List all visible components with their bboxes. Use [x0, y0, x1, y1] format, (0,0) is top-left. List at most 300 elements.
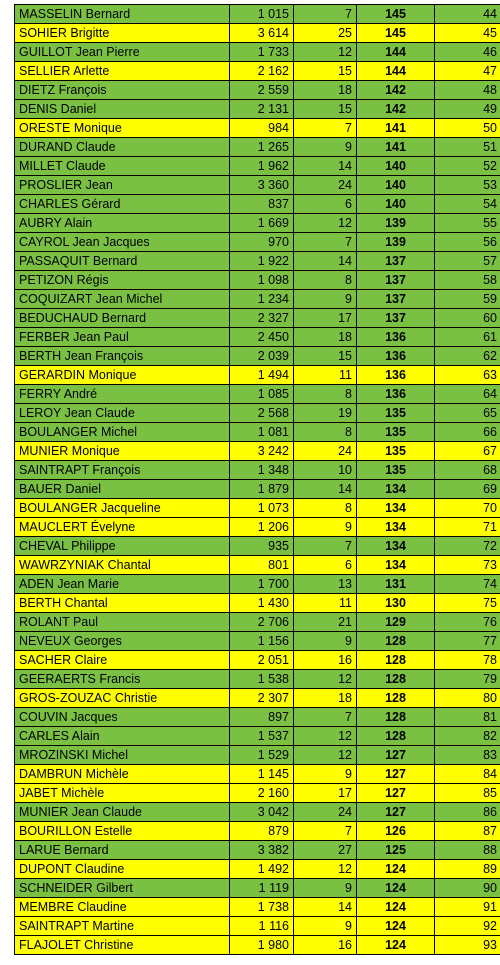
- rank-number: 75: [435, 594, 500, 613]
- total-points: 1 085: [230, 385, 294, 404]
- games-count: 7: [294, 233, 357, 252]
- rank-number: 81: [435, 708, 500, 727]
- table-row: [15, 119, 500, 138]
- total-points: 1 879: [230, 480, 294, 499]
- total-points: 1 116: [230, 917, 294, 936]
- player-name: MAUCLERT Évelyne: [15, 518, 230, 537]
- rank-number: 66: [435, 423, 500, 442]
- rank-number: 72: [435, 537, 500, 556]
- games-count: 16: [294, 936, 357, 955]
- average-score: 127: [357, 784, 435, 803]
- rank-number: 92: [435, 917, 500, 936]
- games-count: 18: [294, 689, 357, 708]
- average-score: 126: [357, 822, 435, 841]
- table-row: [15, 157, 500, 176]
- rank-number: 60: [435, 309, 500, 328]
- total-points: 2 327: [230, 309, 294, 328]
- total-points: 1 119: [230, 879, 294, 898]
- average-score: 137: [357, 271, 435, 290]
- table-row: [15, 518, 500, 537]
- rank-number: 77: [435, 632, 500, 651]
- average-score: 142: [357, 100, 435, 119]
- average-score: 139: [357, 214, 435, 233]
- rank-number: 57: [435, 252, 500, 271]
- average-score: 128: [357, 632, 435, 651]
- table-row: [15, 594, 500, 613]
- player-name: ADEN Jean Marie: [15, 575, 230, 594]
- rank-number: 89: [435, 860, 500, 879]
- total-points: 1 537: [230, 727, 294, 746]
- games-count: 9: [294, 917, 357, 936]
- average-score: 124: [357, 879, 435, 898]
- games-count: 12: [294, 214, 357, 233]
- games-count: 8: [294, 423, 357, 442]
- games-count: 24: [294, 803, 357, 822]
- rank-number: 45: [435, 24, 500, 43]
- total-points: 2 162: [230, 62, 294, 81]
- games-count: 7: [294, 822, 357, 841]
- average-score: 127: [357, 746, 435, 765]
- games-count: 9: [294, 879, 357, 898]
- table-row: [15, 100, 500, 119]
- table-row: [15, 138, 500, 157]
- average-score: 140: [357, 157, 435, 176]
- average-score: 134: [357, 518, 435, 537]
- player-name: DAMBRUN Michèle: [15, 765, 230, 784]
- total-points: 1 156: [230, 632, 294, 651]
- average-score: 134: [357, 537, 435, 556]
- rank-number: 82: [435, 727, 500, 746]
- games-count: 27: [294, 841, 357, 860]
- table-row: [15, 214, 500, 233]
- average-score: 124: [357, 898, 435, 917]
- player-name: PETIZON Régis: [15, 271, 230, 290]
- rank-number: 64: [435, 385, 500, 404]
- player-name: MUNIER Monique: [15, 442, 230, 461]
- table-row: [15, 499, 500, 518]
- player-name: DURAND Claude: [15, 138, 230, 157]
- total-points: 801: [230, 556, 294, 575]
- player-name: BERTH Jean François: [15, 347, 230, 366]
- total-points: 2 450: [230, 328, 294, 347]
- table-row: [15, 651, 500, 670]
- average-score: 134: [357, 499, 435, 518]
- total-points: 3 614: [230, 24, 294, 43]
- games-count: 12: [294, 43, 357, 62]
- table-row: [15, 689, 500, 708]
- rank-number: 59: [435, 290, 500, 309]
- player-name: CAYROL Jean Jacques: [15, 233, 230, 252]
- total-points: 1 348: [230, 461, 294, 480]
- total-points: 2 568: [230, 404, 294, 423]
- table-row: [15, 309, 500, 328]
- average-score: 145: [357, 24, 435, 43]
- games-count: 9: [294, 765, 357, 784]
- total-points: 837: [230, 195, 294, 214]
- rank-number: 88: [435, 841, 500, 860]
- rank-number: 84: [435, 765, 500, 784]
- player-name: FERRY André: [15, 385, 230, 404]
- rank-number: 80: [435, 689, 500, 708]
- player-name: MUNIER Jean Claude: [15, 803, 230, 822]
- total-points: 1 098: [230, 271, 294, 290]
- games-count: 17: [294, 784, 357, 803]
- average-score: 145: [357, 5, 435, 24]
- table-row: [15, 803, 500, 822]
- table-row: [15, 195, 500, 214]
- table-row: [15, 860, 500, 879]
- player-name: SAINTRAPT François: [15, 461, 230, 480]
- average-score: 140: [357, 176, 435, 195]
- table-row: [15, 328, 500, 347]
- table-row: [15, 404, 500, 423]
- table-row: [15, 5, 500, 24]
- total-points: 1 980: [230, 936, 294, 955]
- average-score: 124: [357, 860, 435, 879]
- average-score: 124: [357, 917, 435, 936]
- rank-number: 93: [435, 936, 500, 955]
- games-count: 6: [294, 556, 357, 575]
- games-count: 12: [294, 727, 357, 746]
- rank-number: 61: [435, 328, 500, 347]
- average-score: 127: [357, 803, 435, 822]
- average-score: 128: [357, 651, 435, 670]
- total-points: 970: [230, 233, 294, 252]
- games-count: 14: [294, 252, 357, 271]
- table-row: [15, 917, 500, 936]
- table-row: [15, 271, 500, 290]
- player-name: BAUER Daniel: [15, 480, 230, 499]
- table-row: [15, 822, 500, 841]
- player-name: SAINTRAPT Martine: [15, 917, 230, 936]
- player-name: BERTH Chantal: [15, 594, 230, 613]
- total-points: 1 733: [230, 43, 294, 62]
- total-points: 2 051: [230, 651, 294, 670]
- total-points: 879: [230, 822, 294, 841]
- average-score: 137: [357, 290, 435, 309]
- rank-number: 62: [435, 347, 500, 366]
- games-count: 9: [294, 632, 357, 651]
- games-count: 25: [294, 24, 357, 43]
- rank-number: 47: [435, 62, 500, 81]
- games-count: 9: [294, 518, 357, 537]
- ranking-table: [14, 4, 500, 955]
- games-count: 19: [294, 404, 357, 423]
- table-row: [15, 480, 500, 499]
- rank-number: 53: [435, 176, 500, 195]
- table-row: [15, 233, 500, 252]
- average-score: 134: [357, 480, 435, 499]
- average-score: 136: [357, 366, 435, 385]
- total-points: 2 706: [230, 613, 294, 632]
- average-score: 136: [357, 328, 435, 347]
- games-count: 6: [294, 195, 357, 214]
- table-row: [15, 385, 500, 404]
- rank-number: 78: [435, 651, 500, 670]
- average-score: 135: [357, 461, 435, 480]
- games-count: 17: [294, 309, 357, 328]
- average-score: 144: [357, 62, 435, 81]
- rank-number: 56: [435, 233, 500, 252]
- average-score: 137: [357, 309, 435, 328]
- average-score: 144: [357, 43, 435, 62]
- games-count: 16: [294, 651, 357, 670]
- rank-number: 69: [435, 480, 500, 499]
- average-score: 136: [357, 385, 435, 404]
- player-name: LEROY Jean Claude: [15, 404, 230, 423]
- ranking-table-body: [15, 5, 500, 955]
- rank-number: 76: [435, 613, 500, 632]
- games-count: 11: [294, 594, 357, 613]
- player-name: CARLES Alain: [15, 727, 230, 746]
- average-score: 127: [357, 765, 435, 784]
- table-row: [15, 727, 500, 746]
- player-name: BOULANGER Jacqueline: [15, 499, 230, 518]
- rank-number: 85: [435, 784, 500, 803]
- average-score: 128: [357, 689, 435, 708]
- player-name: GUILLOT Jean Pierre: [15, 43, 230, 62]
- player-name: BEDUCHAUD Bernard: [15, 309, 230, 328]
- games-count: 14: [294, 157, 357, 176]
- player-name: MEMBRE Claudine: [15, 898, 230, 917]
- player-name: CHEVAL Philippe: [15, 537, 230, 556]
- player-name: NEVEUX Georges: [15, 632, 230, 651]
- average-score: 130: [357, 594, 435, 613]
- table-row: [15, 347, 500, 366]
- total-points: 1 015: [230, 5, 294, 24]
- table-row: [15, 62, 500, 81]
- player-name: LARUE Bernard: [15, 841, 230, 860]
- player-name: FLAJOLET Christine: [15, 936, 230, 955]
- total-points: 1 430: [230, 594, 294, 613]
- player-name: BOULANGER Michel: [15, 423, 230, 442]
- player-name: JABET Michèle: [15, 784, 230, 803]
- rank-number: 55: [435, 214, 500, 233]
- total-points: 1 529: [230, 746, 294, 765]
- total-points: 3 242: [230, 442, 294, 461]
- total-points: 2 039: [230, 347, 294, 366]
- rank-number: 68: [435, 461, 500, 480]
- player-name: FERBER Jean Paul: [15, 328, 230, 347]
- total-points: 1 492: [230, 860, 294, 879]
- table-row: [15, 575, 500, 594]
- games-count: 18: [294, 328, 357, 347]
- games-count: 9: [294, 138, 357, 157]
- average-score: 129: [357, 613, 435, 632]
- table-row: [15, 613, 500, 632]
- average-score: 139: [357, 233, 435, 252]
- player-name: SCHNEIDER Gilbert: [15, 879, 230, 898]
- player-name: GROS-ZOUZAC Christie: [15, 689, 230, 708]
- total-points: 897: [230, 708, 294, 727]
- player-name: MILLET Claude: [15, 157, 230, 176]
- games-count: 24: [294, 442, 357, 461]
- games-count: 24: [294, 176, 357, 195]
- table-row: [15, 290, 500, 309]
- games-count: 10: [294, 461, 357, 480]
- average-score: 128: [357, 708, 435, 727]
- player-name: COUVIN Jacques: [15, 708, 230, 727]
- total-points: 935: [230, 537, 294, 556]
- games-count: 15: [294, 347, 357, 366]
- games-count: 15: [294, 62, 357, 81]
- player-name: MROZINSKI Michel: [15, 746, 230, 765]
- total-points: 1 738: [230, 898, 294, 917]
- table-row: [15, 879, 500, 898]
- table-row: [15, 556, 500, 575]
- player-name: DENIS Daniel: [15, 100, 230, 119]
- player-name: BOURILLON Estelle: [15, 822, 230, 841]
- games-count: 21: [294, 613, 357, 632]
- player-name: ROLANT Paul: [15, 613, 230, 632]
- games-count: 12: [294, 860, 357, 879]
- total-points: 1 234: [230, 290, 294, 309]
- rank-number: 71: [435, 518, 500, 537]
- average-score: 141: [357, 119, 435, 138]
- total-points: 2 307: [230, 689, 294, 708]
- total-points: 1 494: [230, 366, 294, 385]
- player-name: MASSELIN Bernard: [15, 5, 230, 24]
- table-row: [15, 442, 500, 461]
- games-count: 8: [294, 499, 357, 518]
- rank-number: 67: [435, 442, 500, 461]
- games-count: 7: [294, 537, 357, 556]
- table-row: [15, 670, 500, 689]
- average-score: 140: [357, 195, 435, 214]
- average-score: 135: [357, 442, 435, 461]
- player-name: PASSAQUIT Bernard: [15, 252, 230, 271]
- average-score: 137: [357, 252, 435, 271]
- average-score: 141: [357, 138, 435, 157]
- average-score: 142: [357, 81, 435, 100]
- table-row: [15, 784, 500, 803]
- games-count: 14: [294, 480, 357, 499]
- table-row: [15, 461, 500, 480]
- rank-number: 79: [435, 670, 500, 689]
- table-row: [15, 708, 500, 727]
- games-count: 7: [294, 119, 357, 138]
- games-count: 12: [294, 670, 357, 689]
- average-score: 128: [357, 670, 435, 689]
- rank-number: 73: [435, 556, 500, 575]
- rank-number: 51: [435, 138, 500, 157]
- total-points: 1 265: [230, 138, 294, 157]
- player-name: GEERAERTS Francis: [15, 670, 230, 689]
- rank-number: 91: [435, 898, 500, 917]
- total-points: 1 538: [230, 670, 294, 689]
- games-count: 8: [294, 271, 357, 290]
- rank-number: 90: [435, 879, 500, 898]
- rank-number: 83: [435, 746, 500, 765]
- total-points: 1 206: [230, 518, 294, 537]
- table-row: [15, 936, 500, 955]
- table-row: [15, 898, 500, 917]
- rank-number: 74: [435, 575, 500, 594]
- average-score: 134: [357, 556, 435, 575]
- games-count: 8: [294, 385, 357, 404]
- table-row: [15, 423, 500, 442]
- table-row: [15, 765, 500, 784]
- games-count: 14: [294, 898, 357, 917]
- total-points: 1 922: [230, 252, 294, 271]
- rank-number: 54: [435, 195, 500, 214]
- rank-number: 48: [435, 81, 500, 100]
- rank-number: 44: [435, 5, 500, 24]
- rank-number: 52: [435, 157, 500, 176]
- table-row: [15, 841, 500, 860]
- rank-number: 50: [435, 119, 500, 138]
- player-name: AUBRY Alain: [15, 214, 230, 233]
- total-points: 3 042: [230, 803, 294, 822]
- rank-number: 58: [435, 271, 500, 290]
- table-row: [15, 24, 500, 43]
- average-score: 135: [357, 404, 435, 423]
- player-name: GERARDIN Monique: [15, 366, 230, 385]
- total-points: 1 962: [230, 157, 294, 176]
- player-name: DUPONT Claudine: [15, 860, 230, 879]
- total-points: 1 073: [230, 499, 294, 518]
- player-name: DIETZ François: [15, 81, 230, 100]
- average-score: 124: [357, 936, 435, 955]
- games-count: 11: [294, 366, 357, 385]
- games-count: 9: [294, 290, 357, 309]
- games-count: 18: [294, 81, 357, 100]
- total-points: 3 360: [230, 176, 294, 195]
- table-row: [15, 366, 500, 385]
- table-row: [15, 537, 500, 556]
- player-name: WAWRZYNIAK Chantal: [15, 556, 230, 575]
- rank-number: 70: [435, 499, 500, 518]
- player-name: COQUIZART Jean Michel: [15, 290, 230, 309]
- rank-number: 46: [435, 43, 500, 62]
- average-score: 131: [357, 575, 435, 594]
- player-name: SELLIER Arlette: [15, 62, 230, 81]
- table-row: [15, 176, 500, 195]
- total-points: 2 160: [230, 784, 294, 803]
- table-row: [15, 43, 500, 62]
- total-points: 1 669: [230, 214, 294, 233]
- table-row: [15, 746, 500, 765]
- player-name: CHARLES Gérard: [15, 195, 230, 214]
- average-score: 128: [357, 727, 435, 746]
- total-points: 2 131: [230, 100, 294, 119]
- table-row: [15, 632, 500, 651]
- rank-number: 87: [435, 822, 500, 841]
- rank-number: 65: [435, 404, 500, 423]
- total-points: 2 559: [230, 81, 294, 100]
- average-score: 125: [357, 841, 435, 860]
- games-count: 13: [294, 575, 357, 594]
- table-row: [15, 252, 500, 271]
- player-name: SOHIER Brigitte: [15, 24, 230, 43]
- total-points: 3 382: [230, 841, 294, 860]
- games-count: 7: [294, 5, 357, 24]
- rank-number: 63: [435, 366, 500, 385]
- total-points: 1 700: [230, 575, 294, 594]
- table-row: [15, 81, 500, 100]
- games-count: 7: [294, 708, 357, 727]
- average-score: 136: [357, 347, 435, 366]
- rank-number: 49: [435, 100, 500, 119]
- player-name: PROSLIER Jean: [15, 176, 230, 195]
- total-points: 984: [230, 119, 294, 138]
- player-name: SACHER Claire: [15, 651, 230, 670]
- total-points: 1 081: [230, 423, 294, 442]
- games-count: 12: [294, 746, 357, 765]
- rank-number: 86: [435, 803, 500, 822]
- games-count: 15: [294, 100, 357, 119]
- average-score: 135: [357, 423, 435, 442]
